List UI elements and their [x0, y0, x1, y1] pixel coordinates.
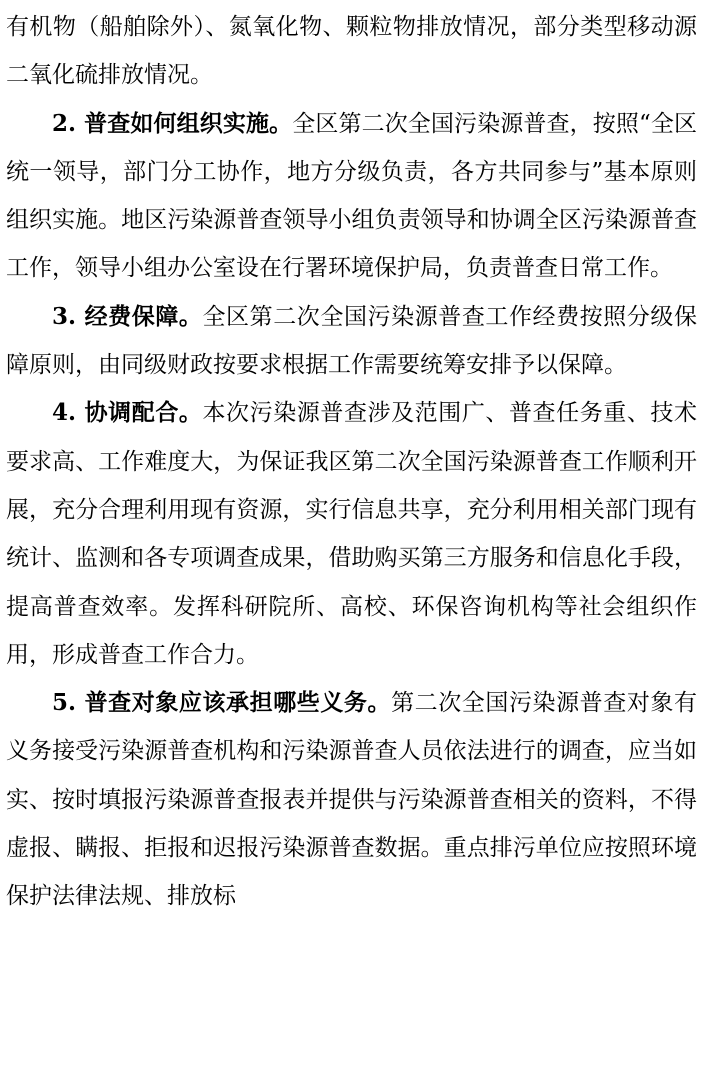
paragraph-heading: 2. 普查如何组织实施。: [52, 109, 293, 137]
paragraph-heading: 5. 普查对象应该承担哪些义务。: [52, 689, 392, 717]
paragraph-body: 有机物（船舶除外）、氮氧化物、颗粒物排放情况，部分类型移动源二氧化硫排放情况。: [6, 14, 697, 89]
paragraph-heading: 3. 经费保障。: [52, 302, 203, 330]
paragraph-funding: [6, 293, 697, 390]
paragraph-coordination: [6, 389, 697, 679]
paragraph-body: 全区第二次全国污染源普查工作经费按照分级保障原则，由同级财政按要求根据工作需要统筹安排予以保障。: [6, 303, 697, 379]
paragraph-organization: [6, 100, 697, 293]
paragraph-continued: [6, 3, 697, 100]
paragraph-body: 本次污染源普查涉及范围广、普查任务重、技术要求高、工作难度大，为保证我区第二次全国污染源普查工作顺利开展，充分合理利用现有资源，实行信息共享，充分利用相关部门现有统计、监测和各专项调查成果，借助购买第三方服务和信息化手段，提高普查效率。发挥科研院所、高校、环保咨询机构等社会组织作用，形成普查工作合力。: [6, 400, 697, 668]
paragraph-body: 第二次全国污染源普查对象有义务接受污染源普查机构和污染源普查人员依法进行的调查，应当如实、按时填报污染源普查报表并提供与污染源普查相关的资料，不得虚报、瞒报、拒报和迟报污染源普查数据。重点排污单位应按照环境保护法律法规、排放标: [6, 690, 697, 910]
paragraph-obligations: [6, 679, 697, 920]
paragraph-body: 全区第二次全国污染源普查，按照“全区统一领导，部门分工协作，地方分级负责，各方共同参与”基本原则组织实施。地区污染源普查领导小组负责领导和协调全区污染源普查工作，领导小组办公室设在行署环境保护局，负责普查日常工作。: [6, 110, 697, 282]
paragraph-heading: 4. 协调配合。: [52, 399, 203, 427]
